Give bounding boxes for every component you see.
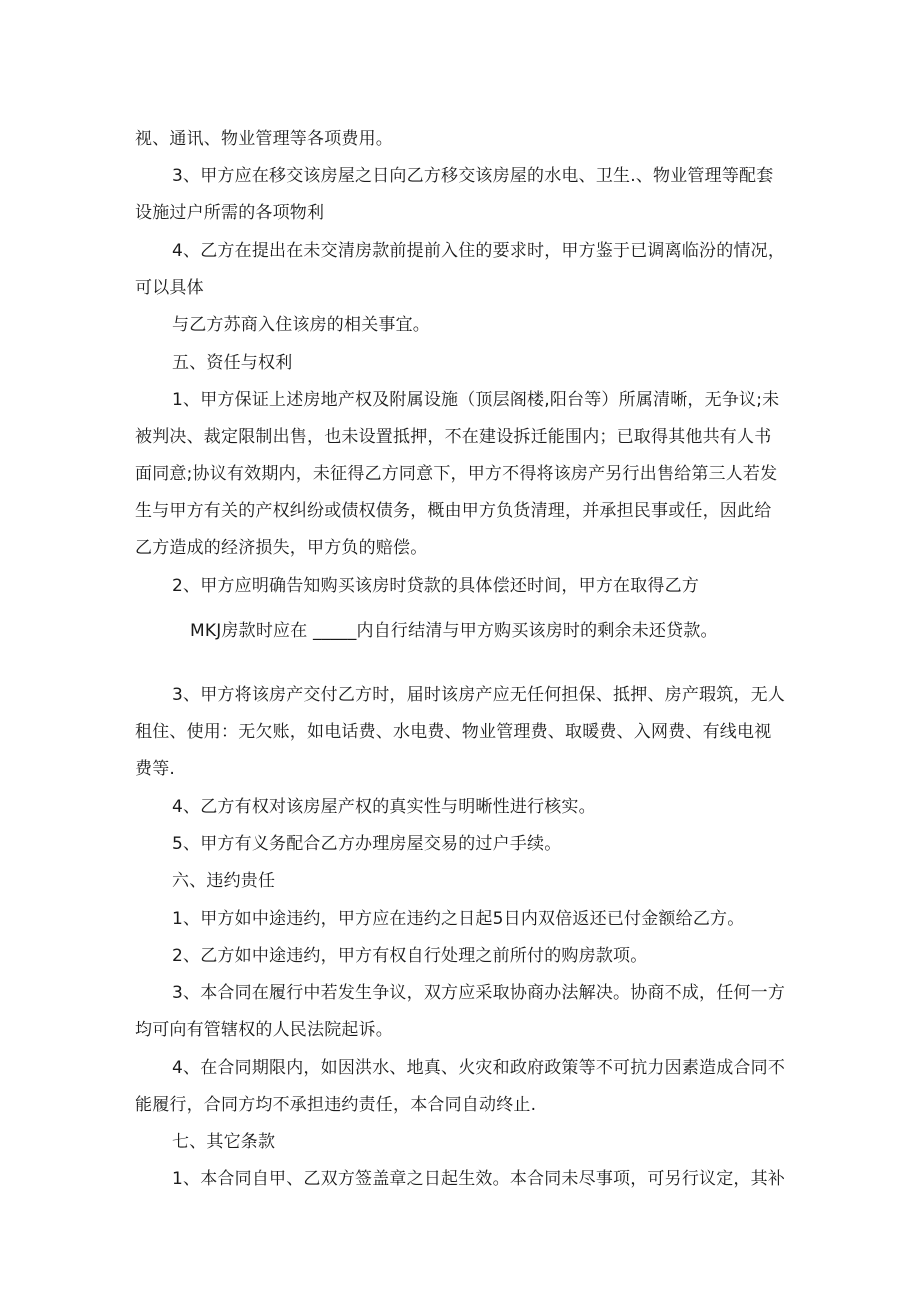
section-heading: 六、违约贵任 (172, 871, 276, 891)
text-line: 5、甲方有义务配合乙方办理房屋交易的过户手续。 (172, 834, 562, 854)
text-line: 2、甲方应明确告知购买该房时贷款的具体偿还时间，甲方在取得乙方 (172, 576, 700, 596)
text-line: 费等. (135, 759, 176, 779)
text-line: 设施过户所需的各项物利 (135, 203, 325, 223)
text-line: 面同意;协议有效期内，未征得乙方同意下，甲方不得将该房产另行出售给第三人若发 (135, 464, 778, 484)
text-line: 视、通讯、物业管理等各项费用。 (135, 129, 393, 149)
section-heading: 五、资任与权利 (172, 353, 293, 373)
text-line: 4、乙方在提出在未交清房款前提前入住的要求时，甲方鉴于已调离临汾的情况， (172, 241, 786, 261)
text-line: 3、甲方将该房产交付乙方时，届时该房产应无任何担保、抵押、房产瑕筑，无人 (172, 685, 786, 705)
text-line: 均可向有管辖权的人民法院起诉。 (135, 1020, 393, 1040)
text-line: MKJ房款时应在 _____内自行结清与甲方购买该房时的剩余未还贷款。 (190, 621, 718, 641)
text-line: 4、乙方有权对该房屋产权的真实性与明晰性进行核实。 (172, 797, 596, 817)
text-line: 1、本合同自甲、乙双方签盖章之日起生效。本合同未尽事项，可另行议定，其补 (172, 1169, 786, 1189)
text-line: 乙方造成的经济损失，甲方负的赔偿。 (135, 538, 428, 558)
text-line: 生与甲方有关的产权纠纷或债权债务，概由甲方负货清理，并承担民事或任，因此给 (135, 501, 772, 521)
text-line: 1、甲方保证上述房地产权及附属设施（顶层阁楼,阳台等）所属清晰，无争议;未 (172, 390, 780, 410)
text-line: 能履行，合同方均不承担违约责任，本合同自动终止. (135, 1095, 537, 1115)
section-heading: 七、其它条款 (172, 1132, 276, 1152)
text-line: 被判决、裁定限制出售，也未设置抵押，不在建设拆迁能围内；已取得其他共有人书 (135, 427, 772, 447)
text-line: 租住、使用：无欠账，如电话费、水电费、物业管理费、取暖费、入网费、有线电视 (135, 722, 772, 742)
text-line: 3、甲方应在移交该房屋之日向乙方移交该房屋的水电、卫生.、物业管理等配套 (172, 166, 774, 186)
text-line: 2、乙方如中途违约，甲方有权自行处理之前所付的购房款项。 (172, 946, 648, 966)
text-line: 4、在合同期限内，如因洪水、地真、火灾和政府政策等不可抗力因素造成合同不 (172, 1058, 786, 1078)
text-line: 与乙方苏商入住该房的相关事宜。 (172, 315, 430, 335)
text-line: 可以具体 (135, 278, 204, 298)
text-line: 1、甲方如中途违约，甲方应在违约之日起5日内双倍返还已付金额给乙方。 (172, 909, 745, 929)
text-line: 3、本合同在履行中若发生争议，双方应采取协商办法解决。协商不成，任何一方 (172, 983, 786, 1003)
